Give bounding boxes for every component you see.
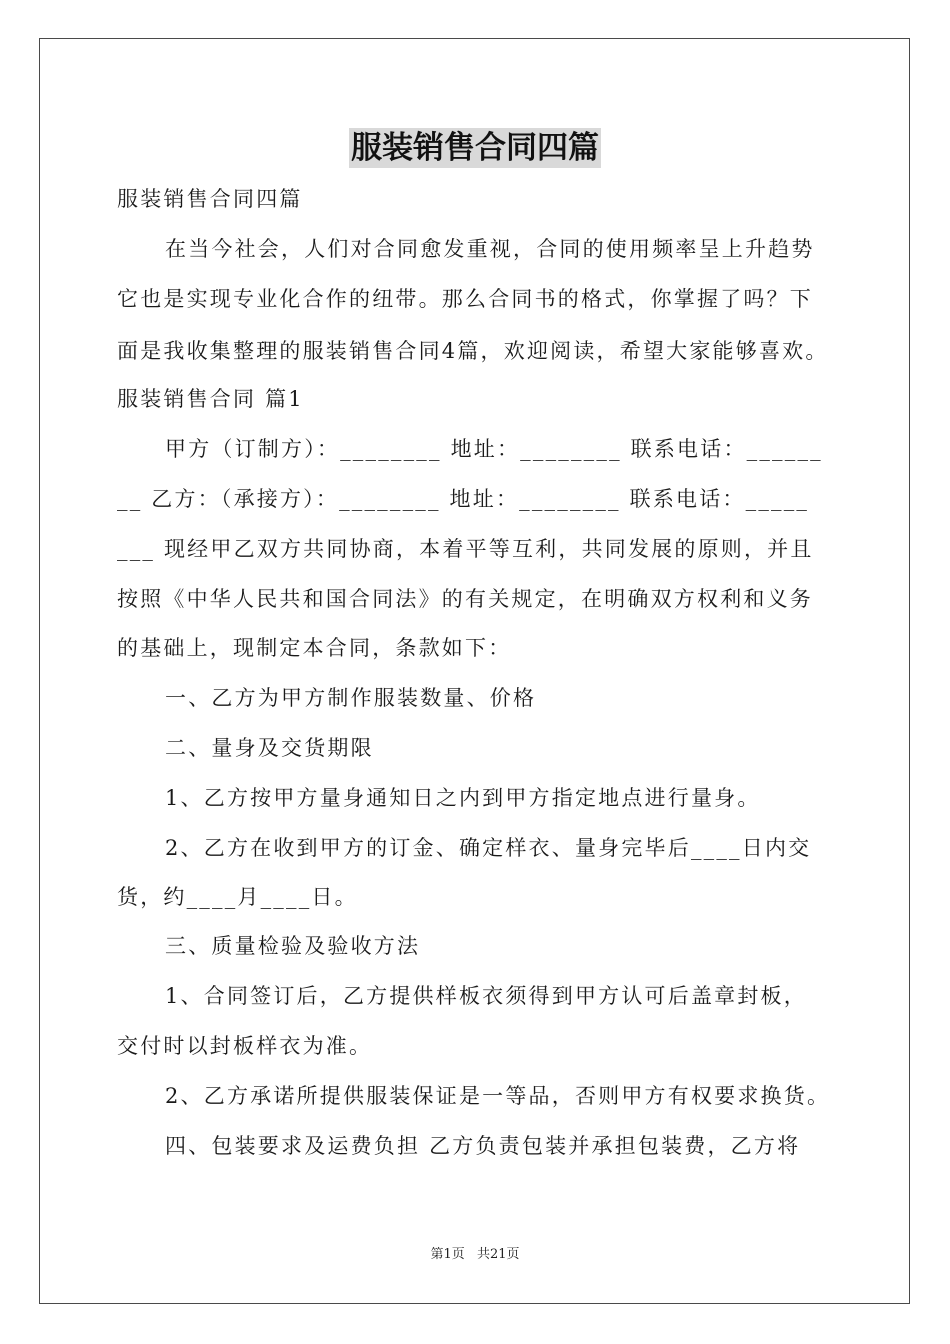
title-container <box>0 128 950 168</box>
paragraph-line: 按照《中华人民共和国合同法》的有关规定，在明确双方权利和义务 <box>117 587 813 611</box>
paragraph-line: 的基础上，现制定本合同，条款如下： <box>117 636 512 660</box>
paragraph-line: 面是我收集整理的服装销售合同4篇，欢迎阅读，希望大家能够喜欢。 <box>117 339 829 363</box>
clause-heading: 二、量身及交货期限 <box>165 736 374 760</box>
clause-item: 2、乙方承诺所提供服装保证是一等品，否则甲方有权要求换货。 <box>165 1084 831 1108</box>
clause-heading: 三、质量检验及验收方法 <box>165 934 421 958</box>
paragraph-line: 甲方（订制方）：________ 地址：________ 联系电话：______ <box>165 437 823 461</box>
paragraph-line: __ 乙方：（承接方）：________ 地址：________ 联系电话：_____ <box>117 487 810 511</box>
subtitle-line: 服装销售合同四篇 <box>117 187 303 211</box>
paragraph-line: 货，约____月____日。 <box>117 885 358 909</box>
paragraph-line: 在当今社会，人们对合同愈发重视，合同的使用频率呈上升趋势 <box>165 237 815 261</box>
page-footer <box>0 1246 950 1264</box>
clause-item: 1、乙方按甲方量身通知日之内到甲方指定地点进行量身。 <box>165 786 761 810</box>
clause-heading: 一、乙方为甲方制作服装数量、价格 <box>165 686 537 710</box>
page-number: 第1页 <box>430 1247 465 1262</box>
clause-item: 2、乙方在收到甲方的订金、确定样衣、量身完毕后____日内交 <box>165 836 812 860</box>
page-border <box>39 38 910 1304</box>
paragraph-line: 交付时以封板样衣为准。 <box>117 1034 373 1058</box>
page-total: 共21页 <box>476 1247 520 1262</box>
paragraph-line: 它也是实现专业化合作的纽带。那么合同书的格式，你掌握了吗？下 <box>117 287 813 311</box>
clause-item: 1、合同签订后，乙方提供样板衣须得到甲方认可后盖章封板， <box>165 984 807 1008</box>
paragraph-line: ___ 现经甲乙双方共同协商，本着平等互利，共同发展的原则，并且 <box>117 537 814 561</box>
document-title: 服装销售合同四篇 <box>351 130 599 166</box>
section-heading: 服装销售合同 篇1 <box>117 387 304 411</box>
clause-heading: 四、包装要求及运费负担 乙方负责包装并承担包装费，乙方将 <box>165 1134 801 1158</box>
